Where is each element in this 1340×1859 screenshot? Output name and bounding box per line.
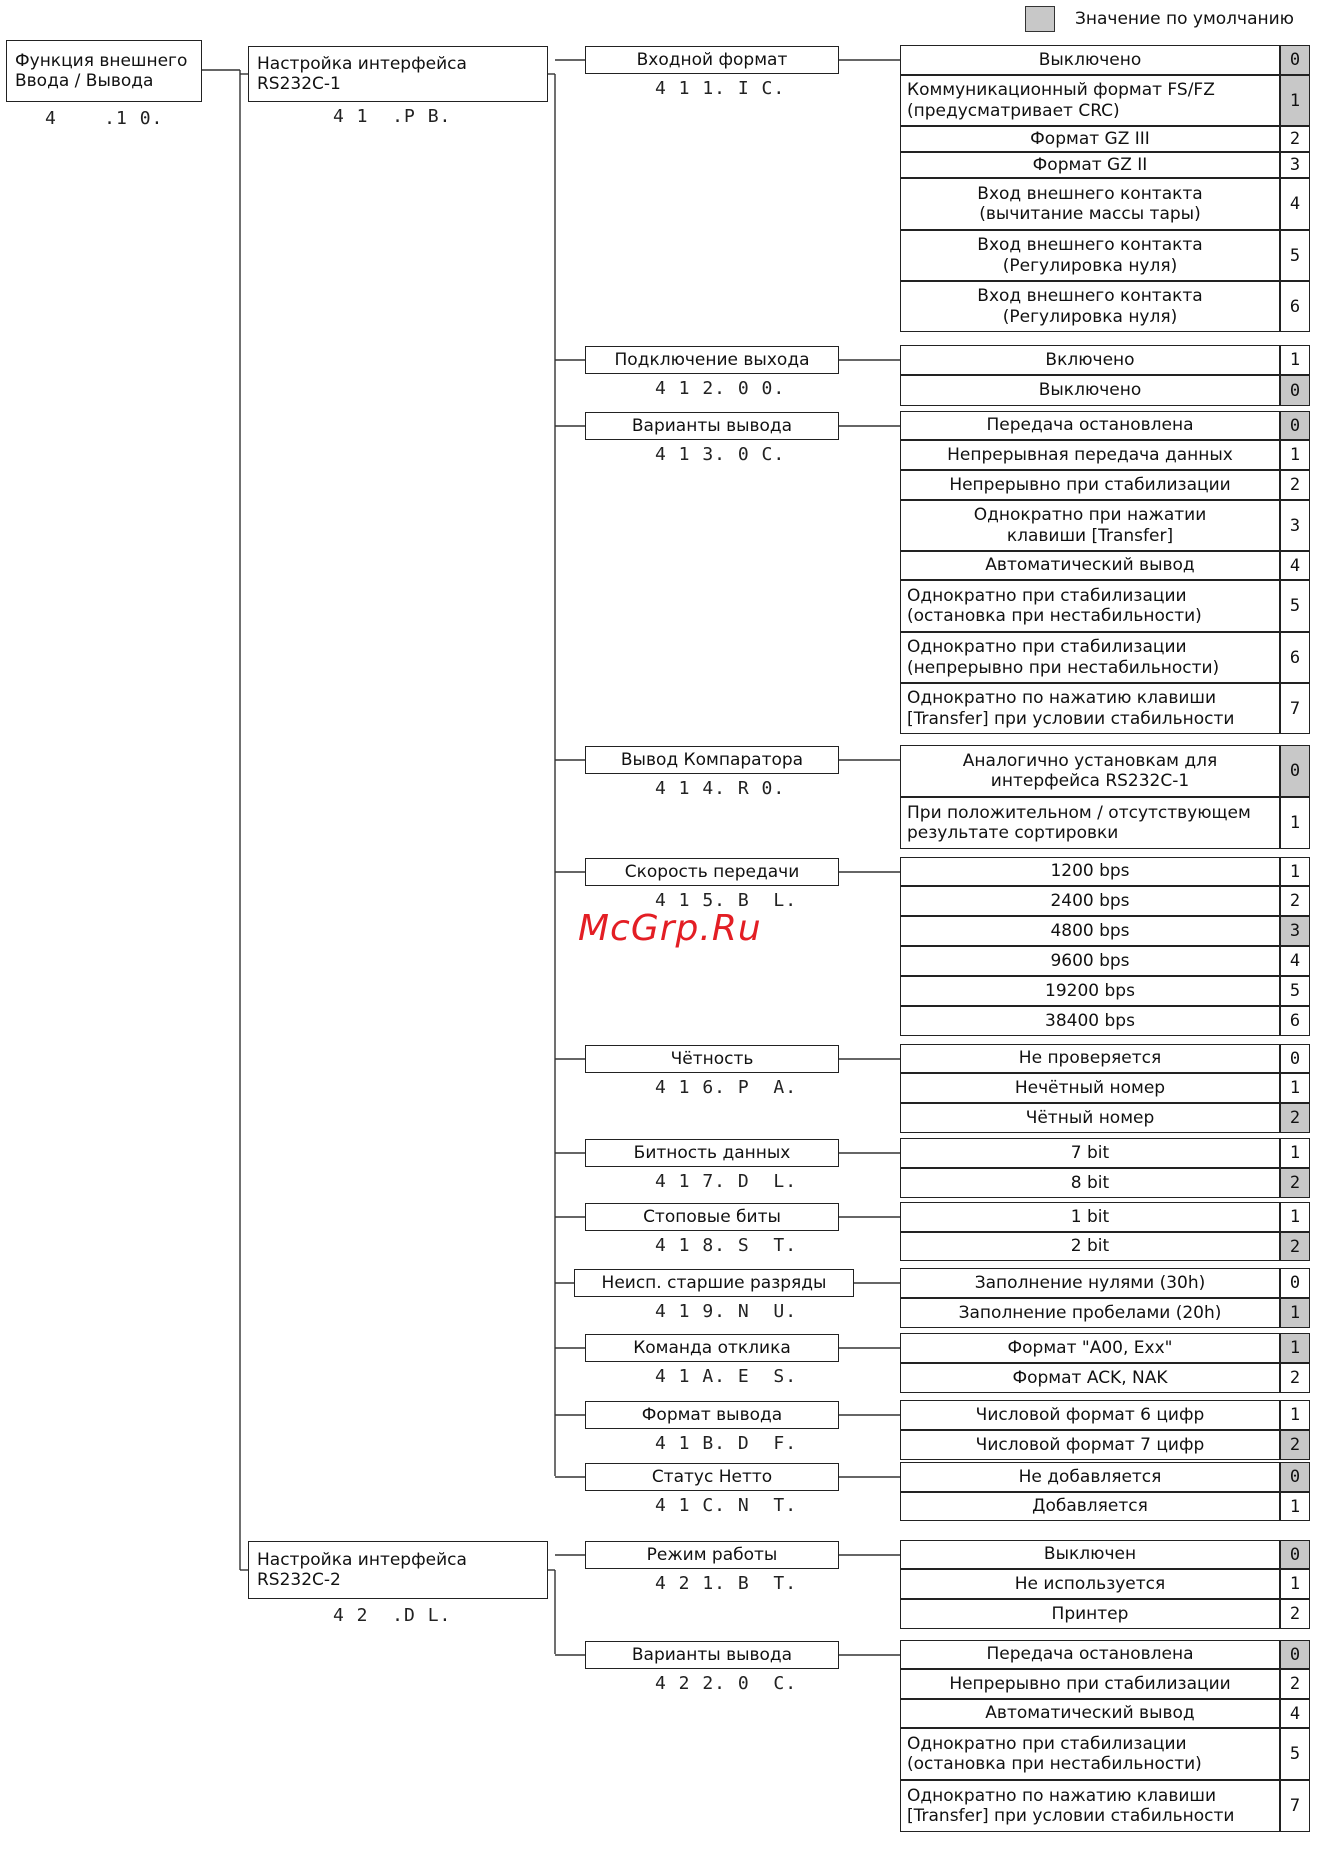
option-label: Однократно при стабилизации (остановка при нестабильности): [900, 1728, 1280, 1780]
option-label: Передача остановлена: [900, 411, 1280, 440]
option-value-default: 2: [1280, 1232, 1310, 1261]
param-code: 4 1 2. 0 0.: [655, 378, 786, 399]
option-label: 2400 bps: [900, 886, 1280, 916]
param-box: Неисп. старшие разряды: [574, 1269, 854, 1297]
option-value: 2: [1280, 470, 1310, 500]
option-value: 4: [1280, 946, 1310, 976]
option-label: Добавляется: [900, 1492, 1280, 1521]
option-value: 1: [1280, 1492, 1310, 1521]
option-label: Непрерывно при стабилизации: [900, 1669, 1280, 1699]
option-label: 4800 bps: [900, 916, 1280, 946]
default-value-swatch: [1025, 6, 1055, 32]
option-label: Заполнение нулями (30h): [900, 1268, 1280, 1298]
option-label: Выключено: [900, 45, 1280, 75]
legend-label: Значение по умолчанию: [1075, 9, 1294, 29]
param-box: Статус Нетто: [585, 1463, 839, 1491]
option-value-default: 0: [1280, 45, 1310, 75]
option-value-default: 1: [1280, 75, 1310, 126]
option-value: 0: [1280, 1268, 1310, 1298]
param-box: Битность данных: [585, 1139, 839, 1167]
option-value: 3: [1280, 152, 1310, 178]
param-box: Чётность: [585, 1045, 839, 1073]
option-value-default: 0: [1280, 411, 1310, 440]
param-box: Варианты вывода: [585, 412, 839, 440]
param-box: Формат вывода: [585, 1401, 839, 1429]
param-box: Стоповые биты: [585, 1203, 839, 1231]
option-value: 7: [1280, 683, 1310, 734]
option-value: 1: [1280, 1073, 1310, 1103]
option-label: 19200 bps: [900, 976, 1280, 1006]
option-label: Однократно при стабилизации (непрерывно при нестабильности): [900, 632, 1280, 683]
option-label: Автоматический вывод: [900, 551, 1280, 580]
option-value: 3: [1280, 500, 1310, 551]
option-label: Числовой формат 7 цифр: [900, 1430, 1280, 1460]
option-label: Однократно по нажатию клавиши [Transfer] при условии стабильности: [900, 683, 1280, 734]
option-value-default: 1: [1280, 1333, 1310, 1363]
param-code: 4 1 8. S T.: [655, 1235, 798, 1256]
option-label: Однократно при стабилизации (остановка при нестабильности): [900, 580, 1280, 632]
param-box: Входной формат: [585, 46, 839, 74]
param-code: 4 1 C. N T.: [655, 1495, 798, 1516]
option-value-default: 0: [1280, 745, 1310, 797]
option-label: Формат GZ III: [900, 126, 1280, 152]
param-box: Вывод Компаратора: [585, 746, 839, 774]
option-label: Вход внешнего контакта (вычитание массы тары): [900, 178, 1280, 230]
option-value-default: 0: [1280, 1462, 1310, 1492]
param-code: 4 1 4. R 0.: [655, 778, 786, 799]
option-label: Выключено: [900, 375, 1280, 406]
param-box: Скорость передачи: [585, 858, 839, 886]
option-label: Вход внешнего контакта (Регулировка нуля): [900, 230, 1280, 281]
option-value: 2: [1280, 886, 1310, 916]
param-code: 4 1 1. I C.: [655, 78, 786, 99]
param-code: 4 2 1. B T.: [655, 1573, 798, 1594]
option-value: 1: [1280, 345, 1310, 375]
option-label: Чётный номер: [900, 1103, 1280, 1133]
option-value: 1: [1280, 1400, 1310, 1430]
option-value: 4: [1280, 551, 1310, 580]
interface-box: Настройка интерфейса RS232C-2: [248, 1541, 548, 1599]
option-label: Выключен: [900, 1540, 1280, 1569]
option-value-default: 3: [1280, 916, 1310, 946]
interface-box: Настройка интерфейса RS232C-1: [248, 46, 548, 102]
option-value: 6: [1280, 632, 1310, 683]
option-label: 1 bit: [900, 1202, 1280, 1232]
option-label: Не проверяется: [900, 1044, 1280, 1073]
param-code: 4 2 2. 0 C.: [655, 1673, 798, 1694]
param-code: 4 1 6. P A.: [655, 1077, 798, 1098]
option-label: 38400 bps: [900, 1006, 1280, 1036]
option-value: 7: [1280, 1780, 1310, 1832]
interface-code: 4 2 .D L.: [333, 1605, 452, 1626]
option-label: Формат "A00, Exx": [900, 1333, 1280, 1363]
option-label: Заполнение пробелами (20h): [900, 1298, 1280, 1328]
option-value: 1: [1280, 1202, 1310, 1232]
param-code: 4 1 9. N U.: [655, 1301, 798, 1322]
param-code: 4 1 7. D L.: [655, 1171, 798, 1192]
param-code: 4 1 5. B L.: [655, 890, 798, 911]
option-label: Однократно при нажатии клавиши [Transfer]: [900, 500, 1280, 551]
option-label: Включено: [900, 345, 1280, 375]
option-value: 5: [1280, 580, 1310, 632]
option-value: 1: [1280, 1569, 1310, 1599]
option-value: 2: [1280, 1363, 1310, 1393]
root-code: 4 .1 0.: [45, 108, 164, 129]
option-value-default: 0: [1280, 375, 1310, 406]
option-value: 5: [1280, 230, 1310, 281]
option-label: Нечётный номер: [900, 1073, 1280, 1103]
option-label: Аналогично установкам для интерфейса RS232C-1: [900, 745, 1280, 797]
param-box: Варианты вывода: [585, 1641, 839, 1669]
option-label: 7 bit: [900, 1138, 1280, 1168]
option-value: 1: [1280, 440, 1310, 470]
option-value-default: 2: [1280, 1103, 1310, 1133]
option-label: Непрерывно при стабилизации: [900, 470, 1280, 500]
option-label: 1200 bps: [900, 857, 1280, 886]
option-label: Однократно по нажатию клавиши [Transfer] при условии стабильности: [900, 1780, 1280, 1832]
option-label: Непрерывная передача данных: [900, 440, 1280, 470]
option-label: Формат GZ II: [900, 152, 1280, 178]
option-value-default: 0: [1280, 1540, 1310, 1569]
option-value-default: 0: [1280, 1640, 1310, 1669]
param-code: 4 1 3. 0 C.: [655, 444, 786, 465]
option-value: 2: [1280, 1599, 1310, 1629]
option-value: 5: [1280, 1728, 1310, 1780]
option-value: 5: [1280, 976, 1310, 1006]
option-value: 6: [1280, 281, 1310, 332]
option-label: Принтер: [900, 1599, 1280, 1629]
param-code: 4 1 B. D F.: [655, 1433, 798, 1454]
option-value: 0: [1280, 1044, 1310, 1073]
option-value-default: 1: [1280, 1298, 1310, 1328]
option-label: Коммуникационный формат FS/FZ (предусматривает CRC): [900, 75, 1280, 126]
param-box: Команда отклика: [585, 1334, 839, 1362]
option-label: Не используется: [900, 1569, 1280, 1599]
option-value: 1: [1280, 797, 1310, 849]
option-label: Не добавляется: [900, 1462, 1280, 1492]
param-box: Режим работы: [585, 1541, 839, 1569]
root-function-box: Функция внешнего Ввода / Вывода: [6, 40, 202, 102]
option-value: 1: [1280, 1138, 1310, 1168]
option-value: 4: [1280, 1699, 1310, 1728]
option-value: 2: [1280, 126, 1310, 152]
option-value: 6: [1280, 1006, 1310, 1036]
option-label: 9600 bps: [900, 946, 1280, 976]
interface-code: 4 1 .P B.: [333, 106, 452, 127]
option-label: 2 bit: [900, 1232, 1280, 1261]
param-box: Подключение выхода: [585, 346, 839, 374]
option-label: Формат ACK, NAK: [900, 1363, 1280, 1393]
option-label: При положительном / отсутствующем результате сортировки: [900, 797, 1280, 849]
option-label: Числовой формат 6 цифр: [900, 1400, 1280, 1430]
option-label: 8 bit: [900, 1168, 1280, 1198]
option-value-default: 2: [1280, 1168, 1310, 1198]
watermark: McGrp.Ru: [578, 908, 762, 949]
option-label: Вход внешнего контакта (Регулировка нуля): [900, 281, 1280, 332]
option-label: Автоматический вывод: [900, 1699, 1280, 1728]
param-code: 4 1 A. E S.: [655, 1366, 798, 1387]
option-value: 4: [1280, 178, 1310, 230]
option-label: Передача остановлена: [900, 1640, 1280, 1669]
option-value: 1: [1280, 857, 1310, 886]
option-value-default: 2: [1280, 1430, 1310, 1460]
option-value: 2: [1280, 1669, 1310, 1699]
